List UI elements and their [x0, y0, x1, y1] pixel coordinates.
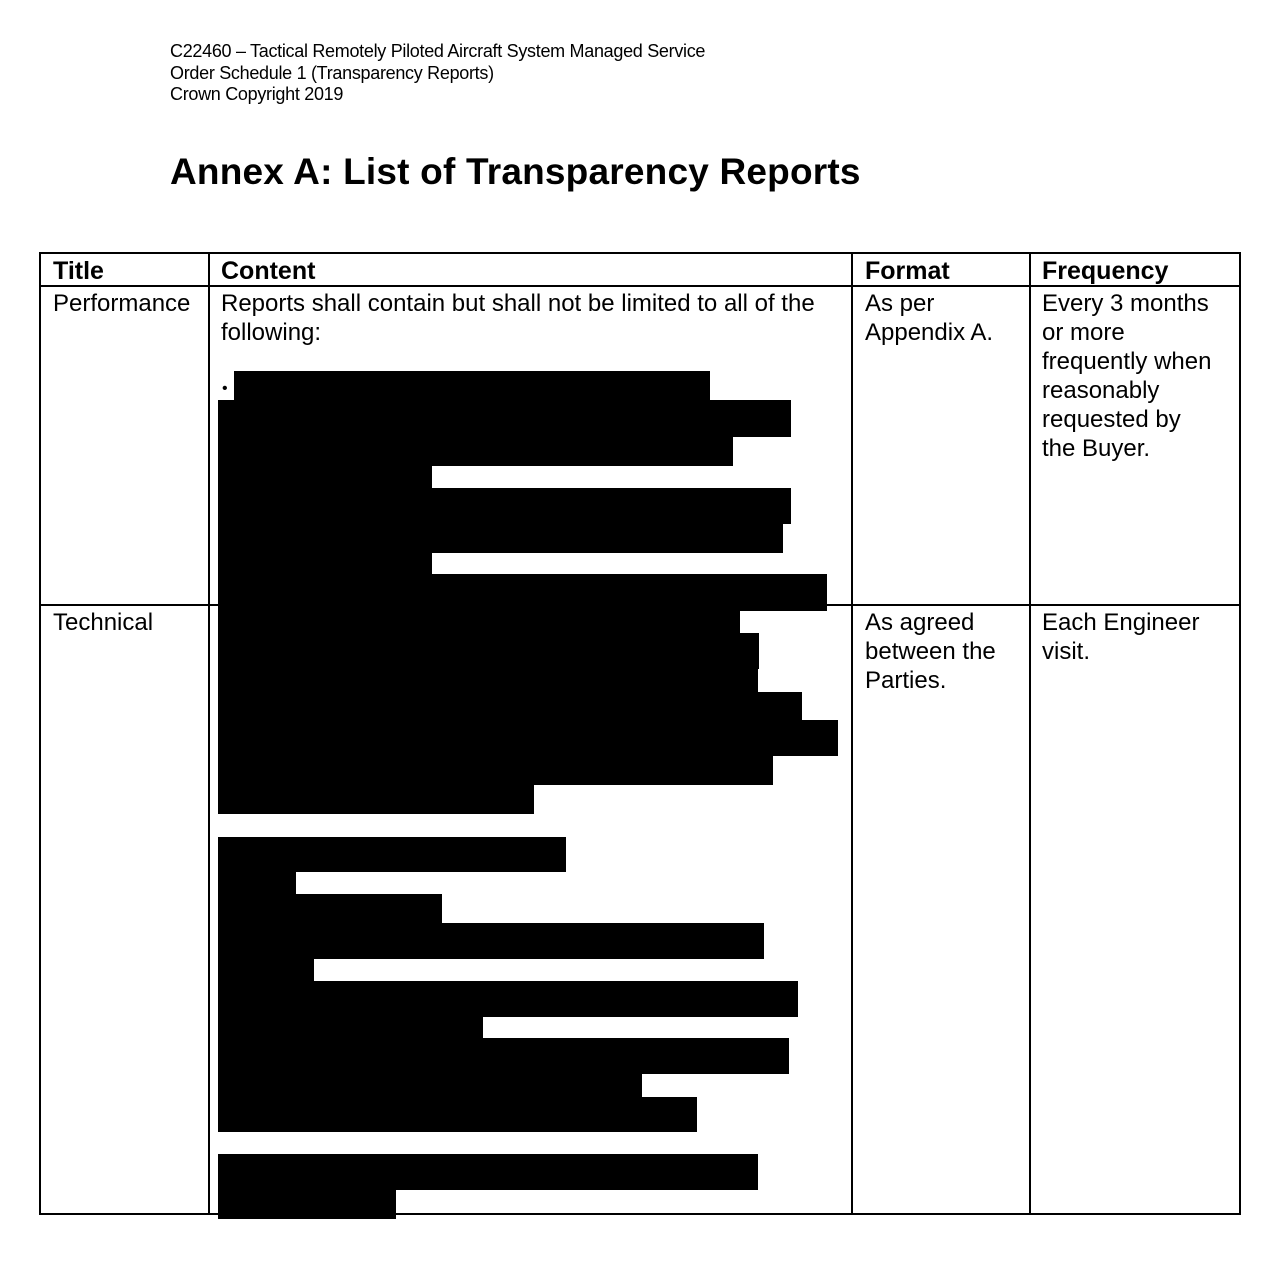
redaction-block — [218, 783, 534, 814]
row-technical-frequency: Each Engineer visit. — [1042, 609, 1200, 665]
redaction-block — [218, 981, 798, 1017]
row-technical-title: Technical — [53, 609, 154, 636]
redaction-block — [218, 574, 827, 611]
redaction-block — [218, 522, 783, 553]
redaction-block — [218, 667, 758, 694]
redaction-block — [218, 1154, 758, 1190]
header-contract-line: C22460 – Tactical Remotely Piloted Aircraft System Managed Service — [170, 41, 706, 61]
column-divider — [208, 254, 210, 1213]
redaction-block — [218, 692, 802, 722]
page-title: Annex A: List of Transparency Reports — [170, 151, 861, 192]
redaction-block — [218, 400, 791, 437]
bullet-marker: • — [222, 380, 228, 397]
column-divider — [1029, 254, 1031, 1213]
redaction-block — [218, 870, 296, 896]
column-header-frequency: Frequency — [1042, 257, 1169, 285]
redaction-block — [218, 894, 442, 925]
redaction-block — [218, 488, 791, 524]
header-schedule-line: Order Schedule 1 (Transparency Reports) — [170, 62, 494, 83]
column-divider — [851, 254, 853, 1213]
row-performance-title: Performance — [53, 290, 191, 317]
column-header-title: Title — [53, 257, 104, 285]
redaction-block — [218, 633, 759, 669]
column-header-format: Format — [865, 257, 950, 285]
redaction-block — [218, 1072, 642, 1099]
row-performance-format: As per Appendix A. — [865, 290, 994, 346]
redaction-block — [218, 1097, 697, 1132]
row-technical-format: As agreed between the Parties. — [865, 609, 996, 694]
redaction-block — [218, 551, 432, 576]
redaction-block — [218, 957, 314, 983]
column-header-content: Content — [221, 257, 316, 285]
redaction-block — [218, 923, 764, 959]
row-performance-content: Reports shall contain but shall not be limited to all of the following: — [221, 290, 815, 346]
redaction-block — [218, 1015, 483, 1040]
redaction-block — [218, 754, 773, 785]
redaction-block — [234, 371, 710, 402]
redaction-block — [218, 1188, 396, 1219]
redaction-block — [218, 464, 432, 490]
row-performance-frequency: Every 3 months or more frequently when reasonably requested by the Buyer. — [1042, 290, 1212, 462]
redaction-block — [218, 609, 740, 635]
redaction-block — [218, 837, 566, 872]
redaction-block — [218, 720, 838, 756]
header-copyright-line: Crown Copyright 2019 — [170, 84, 344, 104]
redaction-block — [218, 435, 733, 466]
redaction-block — [218, 1038, 789, 1074]
document-header — [170, 41, 705, 106]
